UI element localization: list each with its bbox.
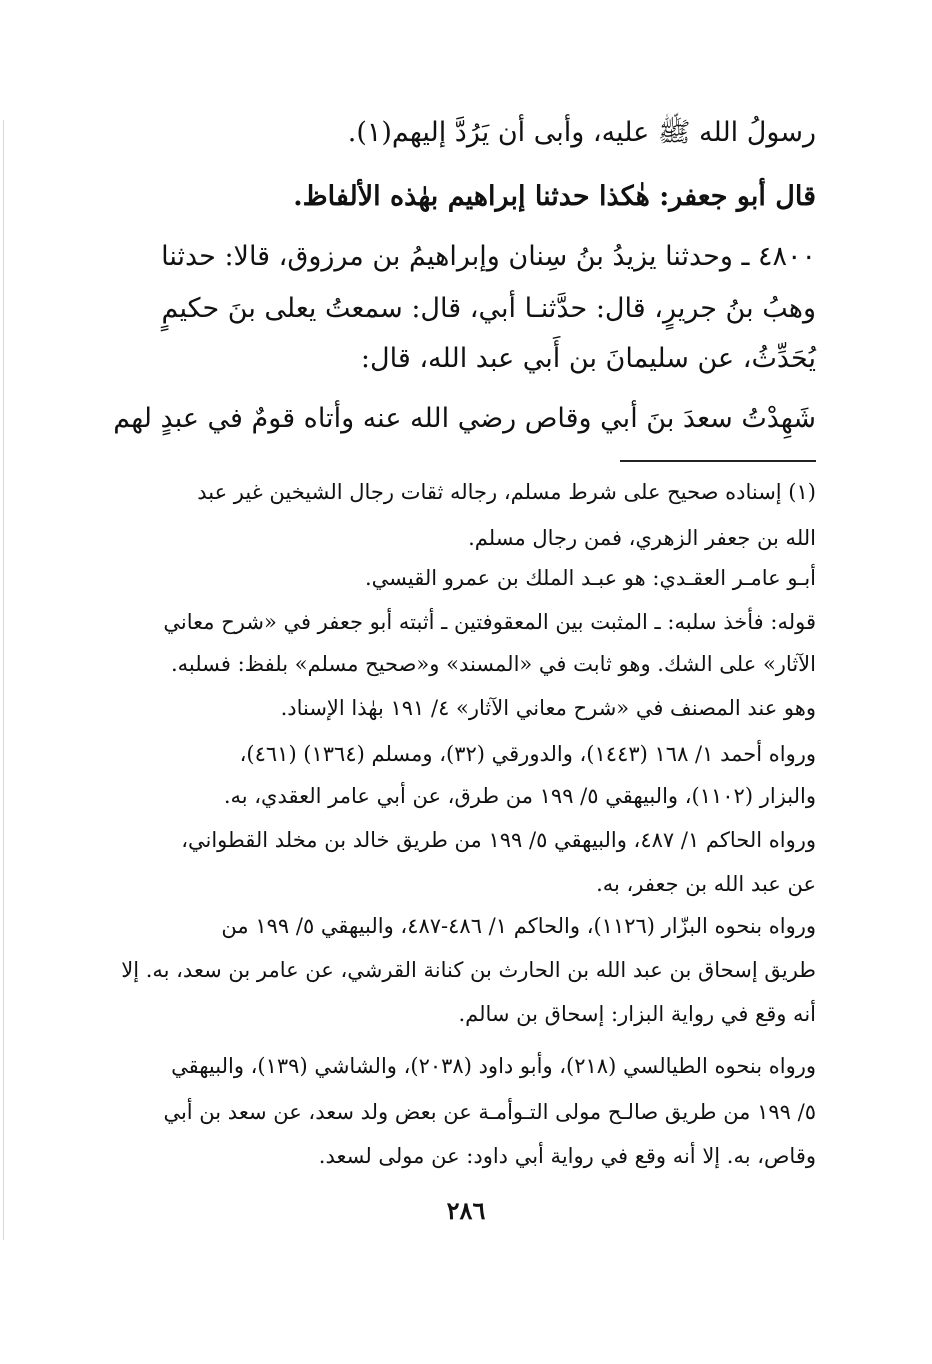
main-line-5: يُحَدِّثُ، عن سليمانَ بن أَبي عبد الله، قال:: [360, 343, 816, 374]
footnote-line-14: ورواه بنحوه الطيالسي (٢١٨)، وأبو داود (٢٠٣٨)، والشاشي (١٣٩)، والبيهقي: [171, 1054, 816, 1078]
footnote-line-11: ورواه بنحوه البزّار (١١٢٦)، والحاكم ١/ ٤٨٦-٤٨٧، والبيهقي ٥/ ١٩٩ من: [221, 914, 816, 938]
footnote-line-10: عن عبد الله بن جعفر، به.: [596, 872, 816, 896]
main-line-2-heading: قال أبو جعفر: هٰكذا حدثنا إبراهيم بهٰذه الألفاظ.: [293, 181, 816, 212]
footnote-line-5: الآثار» على الشك. وهو ثابت في «المسند» و«صحيح مسلم» بلفظ: فسلبه.: [170, 652, 816, 676]
footnote-line-13: أنه وقع في رواية البزار: إسحاق بن سالم.: [458, 1002, 816, 1026]
footnote-separator: [620, 460, 816, 462]
footnote-line-12: طريق إسحاق بن عبد الله بن الحارث بن كنانة القرشي، عن عامر بن سعد، به. إلا: [121, 958, 816, 982]
footnote-line-7: ورواه أحمد ١/ ١٦٨ (١٤٤٣)، والدورقي (٣٢)، ومسلم (١٣٦٤) (٤٦١)،: [239, 742, 816, 766]
footnote-line-15: ٥/ ١٩٩ من طريق صالـح مولى التـوأمـة عن بعض ولد سعد، عن سعد بن أبي: [163, 1100, 816, 1124]
footnote-line-2: الله بن جعفر الزهري، فمن رجال مسلم.: [468, 526, 816, 550]
main-line-1: رسولُ الله ﷺ عليه، وأبى أن يَرُدَّ إليهم(١).: [347, 117, 816, 148]
main-line-4: وهبُ بنُ جريرٍ، قال: حدَّثنـا أبي، قال: سمعتُ يعلى بنَ حكيمٍ: [161, 293, 816, 324]
footnote-line-1: (١) إسناده صحيح على شرط مسلم، رجاله ثقات رجال الشيخين غير عبد: [197, 480, 816, 504]
footnote-line-3: أبـو عامـر العقـدي: هو عبـد الملك بن عمرو القيسي.: [365, 566, 816, 590]
footnote-line-4: قوله: فأخذ سلبه: ـ المثبت بين المعقوفتين ـ أثبته أبو جعفر في «شرح معاني: [163, 610, 816, 634]
scan-margin-line: [3, 120, 4, 1240]
main-line-3-hadith-number: ٤٨٠٠ ـ وحدثنا يزيدُ بنُ سِنان وإبراهيمُ بن مرزوق، قالا: حدثنا: [161, 241, 816, 272]
main-line-6: شَهِدْتُ سعدَ بنَ أبي وقاص رضي الله عنه وأتاه قومٌ في عبدٍ لهم: [113, 403, 816, 434]
footnote-line-8: والبزار (١١٠٢)، والبيهقي ٥/ ١٩٩ من طرق، عن أبي عامر العقدي، به.: [223, 784, 816, 808]
page-number: ٢٨٦: [446, 1196, 486, 1225]
footnote-line-6: وهو عند المصنف في «شرح معاني الآثار» ٤/ ١٩١ بهٰذا الإسناد.: [280, 696, 816, 720]
footnote-line-9: ورواه الحاكم ١/ ٤٨٧، والبيهقي ٥/ ١٩٩ من طريق خالد بن مخلد القطواني،: [181, 828, 816, 852]
footnote-line-16: وقاص، به. إلا أنه وقع في رواية أبي داود: عن مولى لسعد.: [318, 1144, 816, 1168]
